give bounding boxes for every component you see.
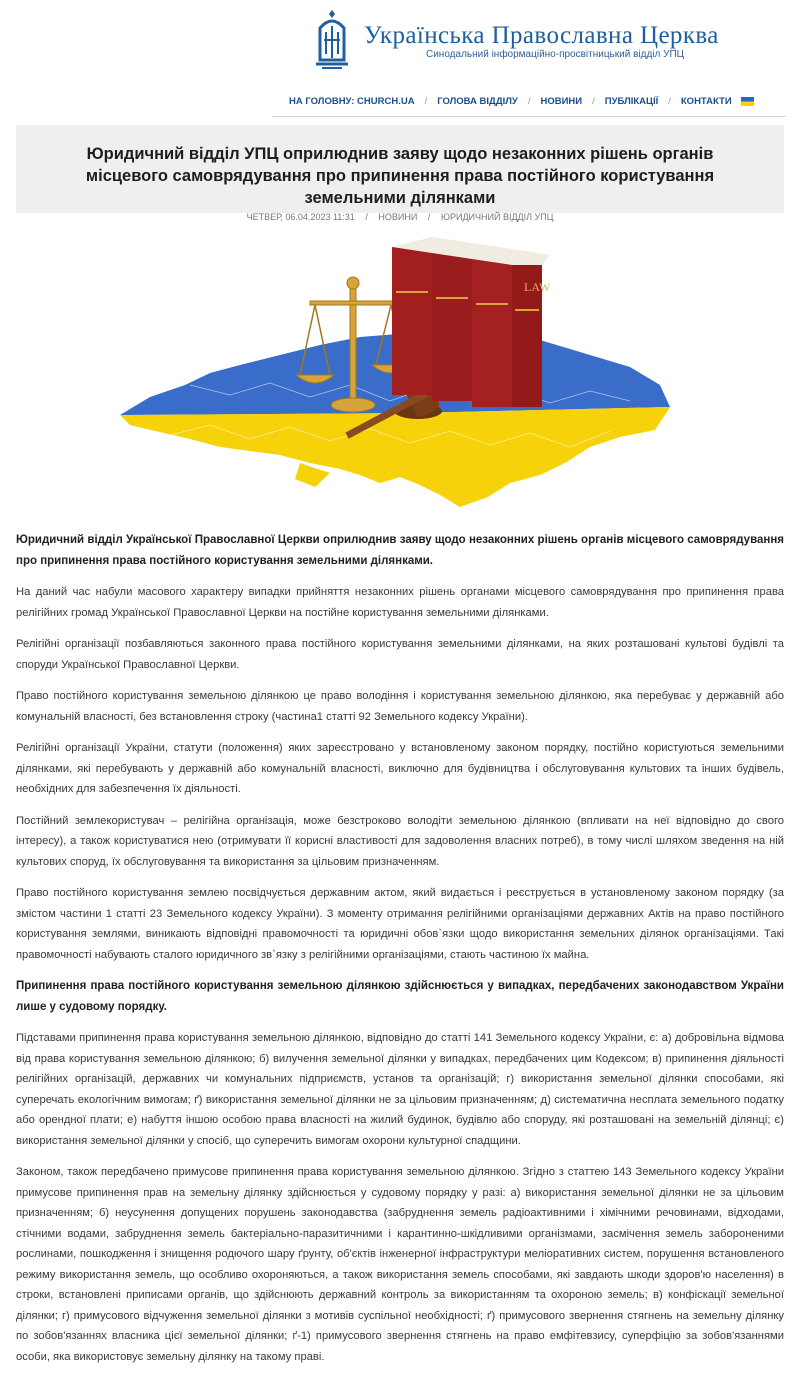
nav-separator: / [668,96,671,107]
site-header [0,0,800,107]
ukraine-flag-icon[interactable] [741,97,754,106]
map-yellow-part [120,407,670,507]
nav-separator: / [592,96,595,107]
church-logo-icon[interactable] [311,8,353,70]
article-department[interactable]: ЮРИДИЧНИЙ ВІДДІЛ УПЦ [440,212,554,222]
article-image [110,225,690,517]
article-paragraph: Законом, також передбачено примусове припинення права користування земельною ділянкою. Згідно з статтею 143 Земельного кодексу України примусове припинення прав на земельну ділянку здійснюється у судовому порядку у разі: а) використання земельної ділянки не за цільовим призначенням; б) неусунення допущених порушень законодавства (забруднення земель радіоактивними і хімічними речовинами, відходами, стічними водами, забруднення земель бактеріально-паразитичними і карантинно-шкідливими організмами, засмічення земель забороненими рослинами, пошкодження і знищення родючого шару ґрунту, об'єктів інженерної інфраструктури меліоративних систем, порушення встановленого режиму використання земель, що особливо охороняються, а також використання земель способами, які завдають шкоди здоров'ю населення) в строки, встановлені приписами органів, що здійснюють державний контроль за використанням та охороною земель; в) конфіскації земельної ділянки; г) примусового відчуження земельної ділянки з мотивів суспільної необхідності; ґ) примусового звернення стягнень на земельну ділянку по зобов'язаннях власника цієї земельної ділянки; ґ-1) примусового звернення стягнень на право емфітевзису, суперфіцію за зобов'язаннями особи, яка використовує земельну ділянку на такому праві. [16,1166,784,1363]
article-paragraph: Підставами припинення права користування земельною ділянкою, відповідно до статті 141 Земельного кодексу України, є: а) добровільна відмова від права користування земельною ділянкою; б) вилучення земельної ділянки у випадках, передбачених цим Кодексом; в) припинення діяльності релігійних організацій, державних чи комунальних підприємств, установ та організацій; г) використання земельної ділянки способами, які суперечать екологічним вимогам; ґ) використання земельної ділянки не за цільовим призначенням; д) систематична несплата земельного податку або орендної плати; е) набуття іншою особою права власності на жилий будинок, будівлю або споруду, які розташовані на земельній ділянці; є) використання земельної ділянки у спосіб, що суперечить вимогам охорони культурної спадщини. [16,1032,784,1147]
meta-separator: / [365,212,368,222]
nav-divider [272,116,786,117]
article-meta [16,212,784,222]
site-title[interactable]: Українська Православна Церква [364,22,719,49]
meta-separator: / [427,212,431,222]
main-nav [289,96,754,107]
nav-item-contacts[interactable]: КОНТАКТИ [680,96,732,107]
article-paragraph: Релігійні організації позбавляються законного права постійного користування земельними ділянками, на яких розташовані культові будівлі та споруди Української Православної Церкви. [16,638,784,671]
article-paragraph: Право постійного користування земельною ділянкою це право володіння і користування земельною ділянкою, яка перебуває у державній або комунальній власності, без встановлення строку (частина1 статті 92 Земельного кодексу України). [16,690,784,723]
book-label: LAW [524,280,551,294]
article-paragraph: На даний час набули масового характеру випадки прийняття незаконних рішень органами місцевого самоврядування про припинення права релігійних громад Української Православної Церкви на постійне користування земельними ділянками. [16,586,784,619]
nav-item-head[interactable]: ГОЛОВА ВІДДІЛУ [437,96,518,107]
site-subtitle: Синодальний інформаційно-просвітницький відділ УПЦ [426,49,685,60]
article-subheading: Припинення права постійного користування земельною ділянкою здійснюється у випадках, передбачених законодавством України лише у судовому порядку. [16,980,784,1013]
nav-item-publications[interactable]: ПУБЛІКАЦІЇ [604,96,659,107]
article-paragraph: Релігійні організації України, статути (положення) яких зареєстровано у встановленому законом порядку, постійно користуються земельними ділянками, які перебувають у державній або комунальній власності, виключно для будівництва і обслуговування культових та інших будівель, необхідних для забезпечення їх діяльності. [16,742,784,795]
nav-item-home[interactable]: НА ГОЛОВНУ: CHURCH.UA [289,96,415,107]
nav-item-news[interactable]: НОВИНИ [540,96,583,107]
law-books-icon [392,237,551,407]
article-paragraph: Постійний землекористувач – релігійна організація, може безстроково володіти земельною ділянкою (впливати на неї відповідно до свого інтересу), а також користуватися нею (отримувати її корисні властивості для задоволення власних потреб), в тому числі шляхом зведення на ній культових споруд, їх обслуговування та використання за цільовим призначенням. [16,814,784,868]
article-paragraph: Право постійного користування землею посвідчується державним актом, який видається і реєструється в установленому законом порядку (за змістом частини 1 статті 23 Земельного кодексу України). З моменту отримання релігійними організаціями державних Актів на право постійного користування землями, виникають відповідні правомочності та юридичні обов`язки щодо використання земельних ділянок організаціями. Такі правомочності набувають сталого юридичного зв`язку з релігійними організаціями, стають частиною їх майна. [16,887,784,961]
article-date: ЧЕТВЕР, 06.04.2023 11:31 [246,212,355,222]
nav-separator: / [527,96,531,107]
article-category[interactable]: НОВИНИ [378,212,418,222]
article-header [16,125,784,222]
article-title: Юридичний відділ УПЦ оприлюднив заяву щодо незаконних рішень органів місцевого самоврядування про припинення права постійного користування земельними ділянками [85,145,715,207]
article-body [16,530,784,1378]
nav-separator: / [424,96,428,107]
article-lead: Юридичний відділ Української Православної Церкви оприлюднив заяву щодо незаконних рішень органів місцевого самоврядування про припинення права постійного користування земельними ділянками. [16,534,784,567]
